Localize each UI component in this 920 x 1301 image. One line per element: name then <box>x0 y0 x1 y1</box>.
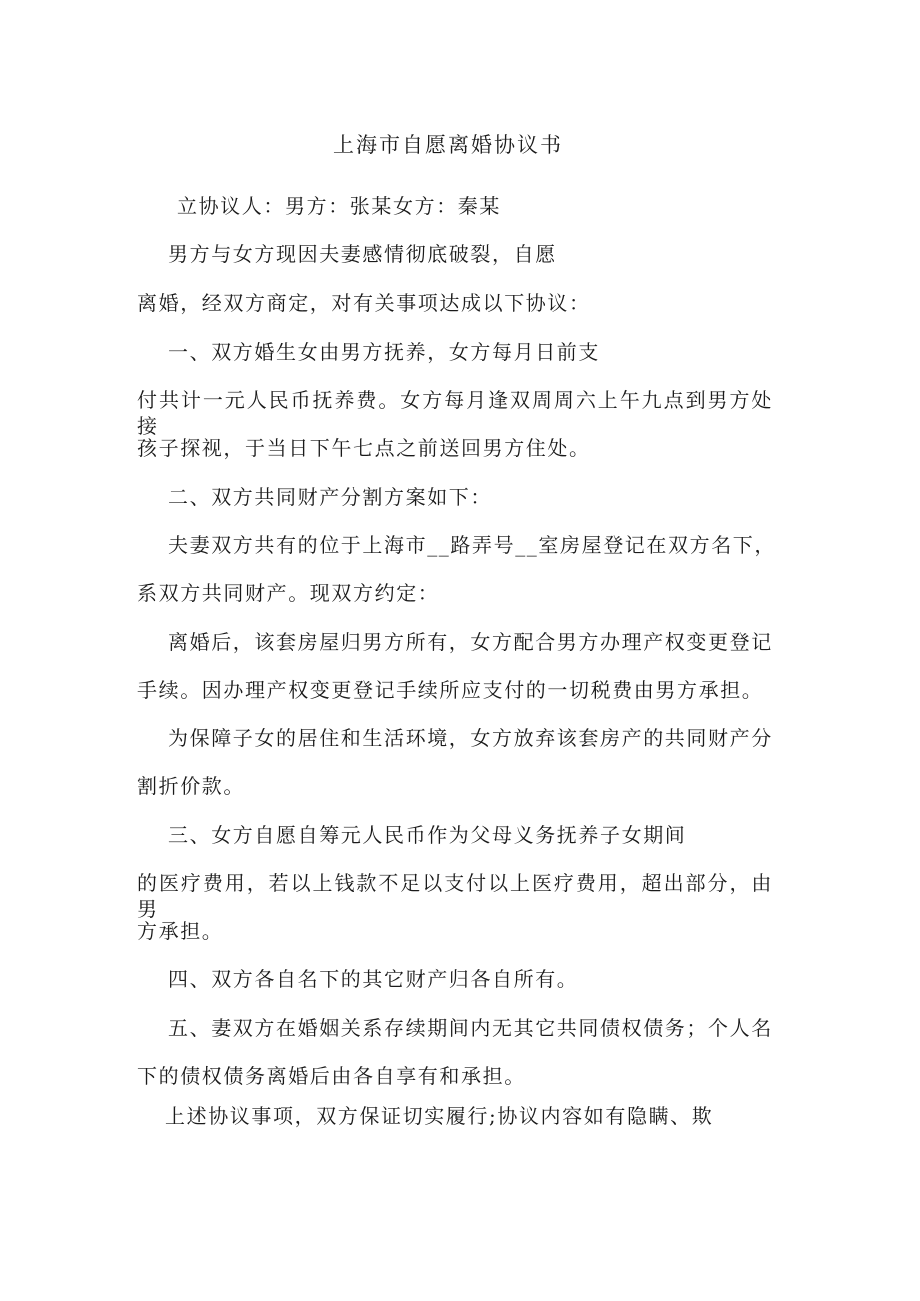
clause-5-line: 下的债权债务离婚后由各自享有和承担。 <box>137 1064 526 1088</box>
paragraph-line: 男方与女方现因夫妻感情彻底破裂，自愿 <box>168 242 557 266</box>
closing-line: 上述协议事项，双方保证切实履行;协议内容如有隐瞒、欺 <box>165 1104 714 1128</box>
parties-line: 立协议人：男方：张某女方：秦某 <box>177 194 501 218</box>
clause-2-heading: 二、双方共同财产分割方案如下： <box>168 485 492 509</box>
clause-1-line: 一、双方婚生女由男方抚养，女方每月日前支 <box>168 340 600 364</box>
clause-4-line: 四、双方各自名下的其它财产归各自所有。 <box>168 967 579 991</box>
clause-2-line: 夫妻双方共有的位于上海市__路弄号__室房屋登记在双方名下， <box>168 533 776 557</box>
clause-1-line: 孩子探视，于当日下午七点之前送回男方住处。 <box>137 436 591 460</box>
clause-3-line: 方承担。 <box>137 919 224 943</box>
clause-2-line: 为保障子女的居住和生活环境，女方放弃该套房产的共同财产分 <box>168 726 773 750</box>
clause-2-line: 系双方共同财产。现双方约定： <box>137 581 440 605</box>
clause-2-line: 割折价款。 <box>137 774 245 798</box>
clause-1-line: 付共计一元人民币抚养费。女方每月逢双周周六上午九点到男方处接 <box>137 388 773 438</box>
document-title: 上海市自愿离婚协议书 <box>333 133 563 157</box>
paragraph-line: 离婚，经双方商定，对有关事项达成以下协议： <box>137 291 591 315</box>
clause-2-line: 手续。因办理产权变更登记手续所应支付的一切税费由男方承担。 <box>137 678 764 702</box>
clause-3-line: 的医疗费用，若以上钱款不足以支付以上医疗费用，超出部分，由男 <box>137 871 773 921</box>
clause-2-line: 离婚后，该套房屋归男方所有，女方配合男方办理产权变更登记 <box>168 630 773 654</box>
clause-5-line: 五、妻双方在婚姻关系存续期间内无其它共同债权债务；个人名 <box>168 1016 773 1040</box>
clause-3-line: 三、女方自愿自筹元人民币作为父母义务抚养子女期间 <box>168 823 687 847</box>
